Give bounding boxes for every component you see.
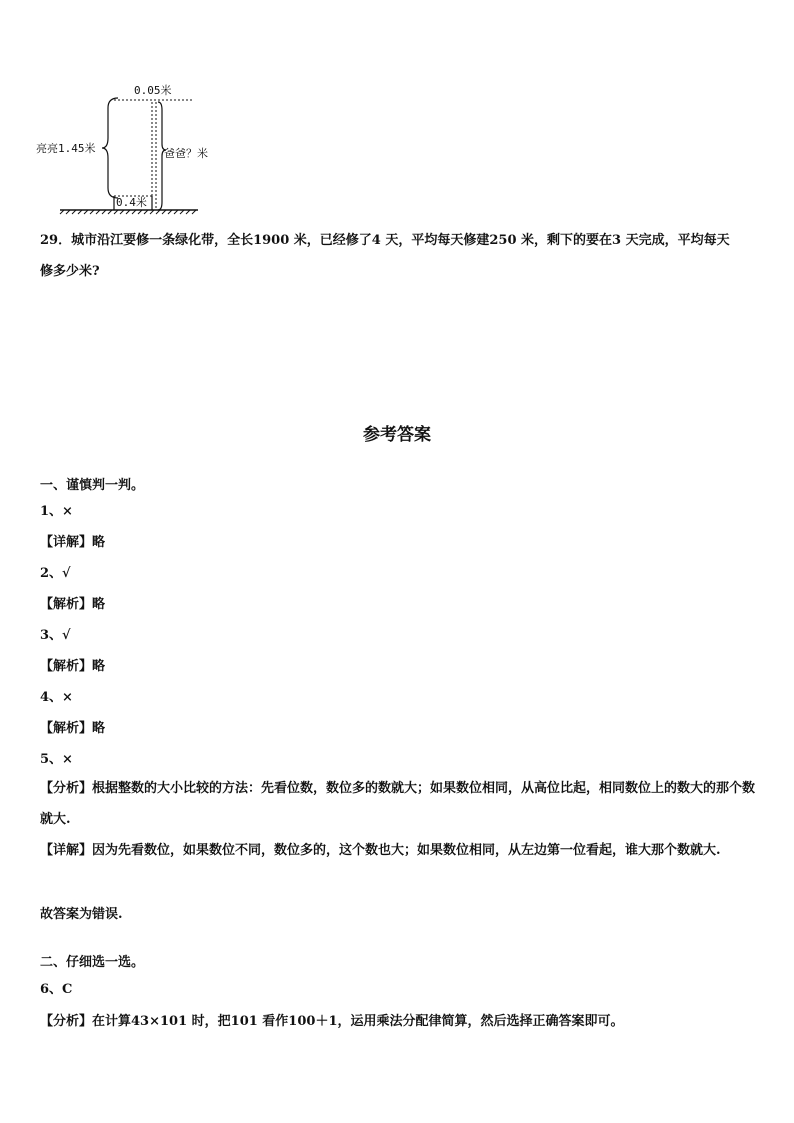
answer-item: 1、× (40, 504, 73, 519)
top-label: 0.05米 (134, 84, 172, 97)
height-diagram (30, 78, 230, 218)
answer-item: 【解析】略 (40, 659, 106, 674)
question-29-line1: 29．城市沿江要修一条绿化带，全长1900 米，已经修了4 天，平均每天修建250 米，剩下的要在3 天完成，平均每天 (40, 233, 730, 248)
answer-item: 4、× (40, 690, 73, 705)
answer-item: 5、× (40, 752, 73, 767)
answer-item: 3、√ (40, 628, 71, 643)
answer-item: 【解析】略 (40, 597, 106, 612)
analysis-5: 【分析】根据整数的大小比较的方法：先看位数，数位多的数就大；如果数位相同，从高位比起，相同数位上的数大的那个数就大. (40, 781, 756, 827)
section-1-heading: 一、谨慎判一判。 (40, 478, 145, 493)
answer-item: 【解析】略 (40, 721, 106, 736)
question-29-line2: 修多少米? (40, 264, 100, 279)
answer-item: 2、√ (40, 566, 71, 581)
detail-5: 【详解】因为先看数位，如果数位不同，数位多的，这个数也大；如果数位相同，从左边第一位看起，谁大那个数就大. (40, 843, 721, 858)
answers-title: 参考答案 (363, 425, 431, 445)
conclusion-5: 故答案为错误. (40, 907, 123, 922)
bottom-label: 0.4米 (116, 196, 147, 209)
analysis-6: 【分析】在计算43×101 时，把101 看作100＋1，运用乘法分配律简算，然后选择正确答案即可。 (40, 1014, 624, 1029)
answer-item: 【详解】略 (40, 535, 106, 550)
section-2-heading: 二、仔细选一选。 (40, 955, 145, 970)
left-label: 亮亮1.45米 (36, 142, 96, 155)
answer-item-6: 6、C (40, 982, 73, 997)
right-label: 爸爸？米 (164, 147, 208, 160)
